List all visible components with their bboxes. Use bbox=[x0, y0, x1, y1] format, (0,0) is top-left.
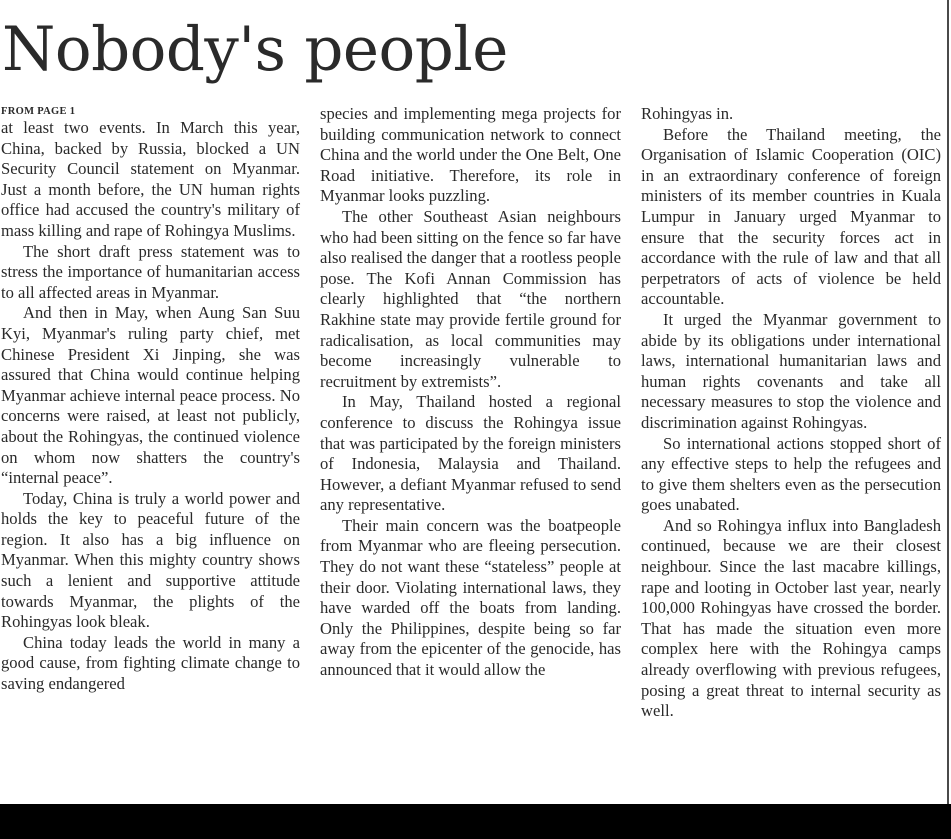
paragraph: It urged the Myanmar government to abide by its obligations under international laws, international humanitarian laws and human rights covenants and take all necessary measures to stop the violence and discrimination against Rohingyas. bbox=[641, 309, 941, 432]
paragraph: Their main concern was the boatpeople from Myanmar who are fleeing persecution. They do not want these “stateless” people at their door. Violating international laws, they have warded off the boats from landing. Only the Philippines, despite being so far away from the epicenter of the genocide, has announced that it would allow the bbox=[320, 515, 621, 680]
paragraph: Today, China is truly a world power and holds the key to peaceful future of the region. It also has a big influence on Myanmar. When this mighty country shows such a lenient and supportive attitude towards Myanmar, the plights of the Rohingyas look bleak. bbox=[1, 488, 300, 632]
paragraph: Rohingyas in. bbox=[641, 104, 734, 123]
article-column-2 bbox=[320, 104, 621, 681]
paragraph: And then in May, when Aung San Suu Kyi, Myanmar's ruling party chief, met Chinese President Xi Jinping, she was assured that China would continue helping Myanmar achieve internal peace process. No concerns were raised, at least not publicly, about the Rohingyas, the continued violence on whom now shatters the country's “internal peace”. bbox=[1, 303, 300, 488]
paragraph: And so Rohingya influx into Bangladesh continued, because we are their closest neighbour. Since the last macabre killings, rape and looting in October last year, nearly 100,000 Rohingyas have crossed the border. That has made the situation even more complex here with the Rohingya camps already overflowing with previous refugees, posing a great threat to internal security as well. bbox=[641, 515, 941, 721]
paragraph: The other Southeast Asian neighbours who had been sitting on the fence so far have also realised the danger that a rootless people pose. The Kofi Annan Commission has clearly highlighted that “the northern Rakhine state may provide fertile ground for radicalisation, as local communities may become increasingly vulnerable to recruitment by extremists”. bbox=[320, 206, 621, 391]
article-column-1 bbox=[1, 104, 300, 695]
scan-border-bottom bbox=[0, 804, 951, 839]
paragraph: at least two events. In March this year, China, backed by Russia, blocked a UN Security Council statement on Myanmar. Just a month before, the UN human rights office had accused the country's military of mass killing and rape of Rohingya Muslims. bbox=[1, 118, 300, 240]
paragraph: In May, Thailand hosted a regional conference to discuss the Rohingya issue that was participated by the foreign ministers of Indonesia, Malaysia and Thailand. However, a defiant Myanmar refused to send any representative. bbox=[320, 392, 621, 515]
paragraph: So international actions stopped short of any effective steps to help the refugees and to give them shelters even as the persecution goes unabated. bbox=[641, 433, 941, 515]
article-column-3 bbox=[641, 104, 941, 722]
paragraph: The short draft press statement was to stress the importance of humanitarian access to all affected areas in Myanmar. bbox=[1, 241, 300, 302]
paragraph: China today leads the world in many a good cause, from fighting climate change to saving endangered bbox=[1, 632, 300, 694]
headline: Nobody's people bbox=[2, 14, 508, 85]
paragraph: Before the Thailand meeting, the Organisation of Islamic Cooperation (OIC) in an extraordinary conference of foreign ministers of its member countries in Kuala Lumpur in January urged Myanmar to ensure that the security forces act in accordance with the rule of law and that all perpetrators of acts of violence be held accountable. bbox=[641, 124, 941, 309]
continuation-kicker: FROM PAGE 1 bbox=[1, 106, 76, 117]
column-rule-right bbox=[947, 0, 949, 804]
paragraph: species and implementing mega projects for building communication network to connect China and the world under the One Belt, One Road initiative. Therefore, its role in Myanmar looks puzzling. bbox=[320, 104, 621, 206]
